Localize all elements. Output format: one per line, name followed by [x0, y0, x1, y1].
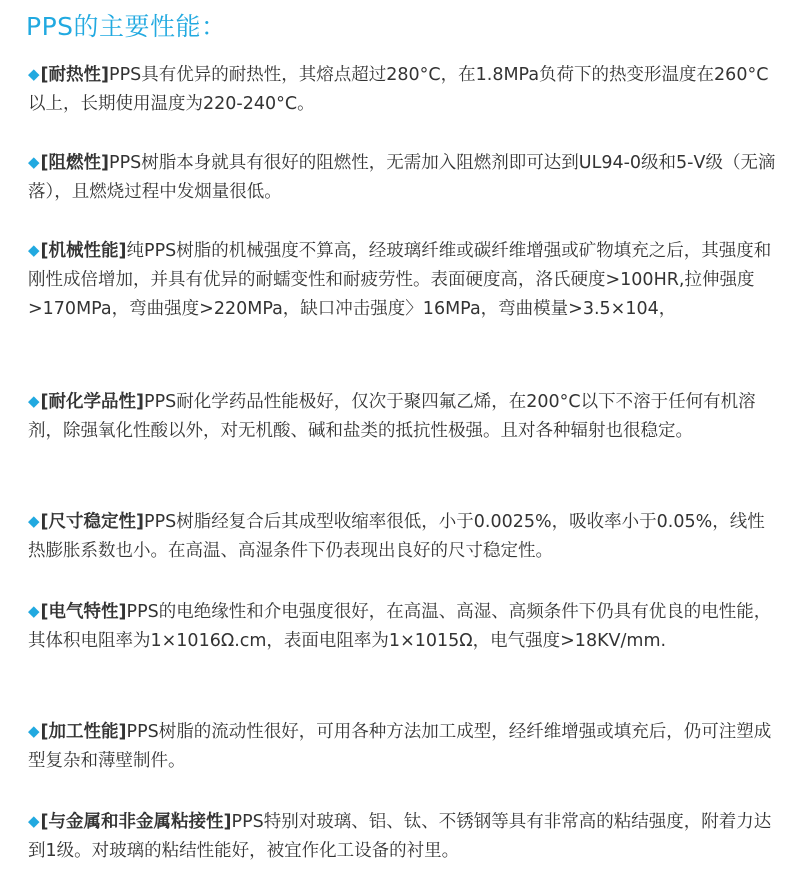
diamond-bullet-icon: ◆ [28, 241, 40, 259]
property-item-adhesion [28, 807, 778, 866]
diamond-bullet-icon: ◆ [28, 812, 40, 830]
property-text: PPS树脂本身就具有很好的阻燃性，无需加入阻燃剂即可达到UL94-0级和5-V级（无滴落），且燃烧过程中发烟量很低。 [28, 153, 776, 202]
property-text: PPS树脂的流动性很好，可用各种方法加工成型，经纤维增强或填充后，仍可注塑成型复杂和薄壁制件。 [28, 722, 772, 771]
property-label: [机械性能] [40, 241, 127, 261]
property-label: [尺寸稳定性] [40, 512, 145, 532]
property-label: [耐化学品性] [40, 392, 145, 412]
property-label: [耐热性] [40, 65, 110, 85]
property-label: [阻燃性] [40, 153, 110, 173]
property-label: [加工性能] [40, 722, 127, 742]
property-label: [与金属和非金属粘接性] [40, 812, 232, 832]
property-text: PPS的电绝缘性和介电强度很好，在高温、高湿、高频条件下仍具有优良的电性能，其体积电阻率为1×1016Ω.cm，表面电阻率为1×1015Ω，电气强度>18KV/mm. [28, 602, 772, 651]
diamond-bullet-icon: ◆ [28, 153, 40, 171]
property-text: PPS特别对玻璃、铝、钛、不锈钢等具有非常高的粘结强度，附着力达到1级。对玻璃的粘结性能好，被宜作化工设备的衬里。 [28, 812, 772, 861]
diamond-bullet-icon: ◆ [28, 722, 40, 740]
property-item-flame-retardancy [28, 148, 778, 207]
diamond-bullet-icon: ◆ [28, 602, 40, 620]
property-item-dimensional-stability [28, 507, 778, 566]
diamond-bullet-icon: ◆ [28, 392, 40, 410]
diamond-bullet-icon: ◆ [28, 512, 40, 530]
page-title: PPS的主要性能： [26, 12, 227, 41]
property-text: PPS耐化学药品性能极好，仅次于聚四氟乙烯，在200°C以下不溶于任何有机溶剂，除强氧化性酸以外，对无机酸、碱和盐类的抵抗性极强。且对各种辐射也很稳定。 [28, 392, 756, 441]
property-item-mechanical [28, 236, 778, 324]
property-text: 纯PPS树脂的机械强度不算高，经玻璃纤维或碳纤维增强或矿物填充之后，其强度和刚性成倍增加，并具有优异的耐蠕变性和耐疲劳性。表面硬度高，洛氏硬度>100HR,拉伸强度>170MPa，弯曲强度>220MPa，缺口冲击强度〉16MPa，弯曲模量>3.5×104， [28, 241, 772, 319]
property-item-heat-resistance [28, 60, 778, 119]
property-label: [电气特性] [40, 602, 127, 622]
property-item-chemical-resistance [28, 387, 778, 446]
property-text: PPS树脂经复合后其成型收缩率很低，小于0.0025%，吸收率小于0.05%，线性热膨胀系数也小。在高温、高湿条件下仍表现出良好的尺寸稳定性。 [28, 512, 765, 561]
diamond-bullet-icon: ◆ [28, 65, 40, 83]
property-item-processing [28, 717, 778, 776]
property-item-electrical [28, 597, 778, 656]
property-text: PPS具有优异的耐热性，其熔点超过280°C，在1.8MPa负荷下的热变形温度在260°C以上，长期使用温度为220-240°C。 [28, 65, 769, 114]
